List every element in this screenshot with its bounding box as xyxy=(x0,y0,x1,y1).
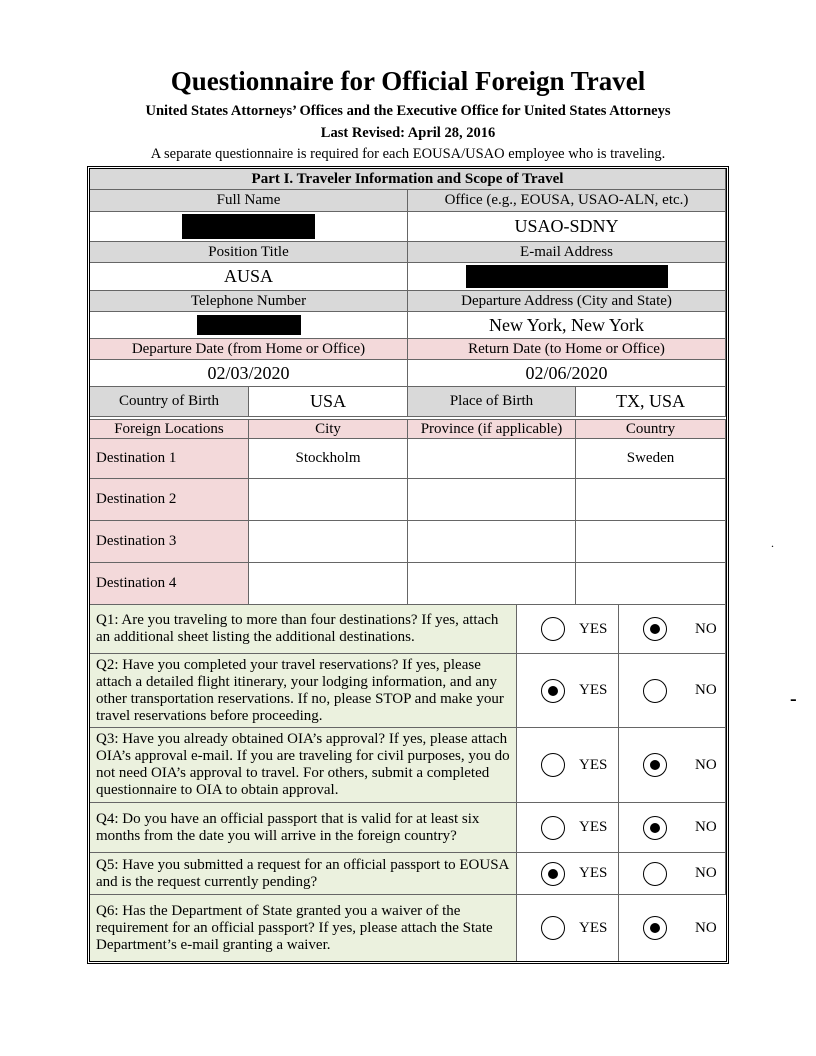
question-1: Q1: Are you traveling to more than four destinations? If yes, attach an additional sheet listing the additional destinations. xyxy=(90,605,517,654)
q1-yes-option[interactable] xyxy=(517,605,619,654)
destination-4-province[interactable] xyxy=(408,563,576,605)
email-field[interactable] xyxy=(408,263,726,291)
redaction-bar xyxy=(182,214,315,239)
redaction-bar xyxy=(197,315,301,335)
radio-selected-icon[interactable] xyxy=(643,753,667,777)
q1-no-option[interactable] xyxy=(619,605,726,654)
no-label: NO xyxy=(695,682,717,698)
destination-3-province[interactable] xyxy=(408,521,576,563)
destination-2-province[interactable] xyxy=(408,479,576,521)
radio-selected-icon[interactable] xyxy=(643,617,667,641)
q6-no-option[interactable] xyxy=(619,895,726,961)
page-subtitle: United States Attorneys’ Offices and the Executive Office for United States Attorneys xyxy=(145,103,671,119)
yes-label: YES xyxy=(579,756,608,773)
destination-1-label: Destination 1 xyxy=(90,439,249,479)
radio-selected-icon[interactable] xyxy=(643,916,667,940)
question-6: Q6: Has the Department of State granted you a waiver of the requirement for an official passport? If yes, please attach the State Department’s e-mail granting a waiver. xyxy=(90,895,517,961)
q2-yes-option[interactable] xyxy=(517,654,619,728)
revision-date: Last Revised: April 28, 2016 xyxy=(320,125,496,141)
question-4: Q4: Do you have an official passport that is valid for at least six months from the date you will arrive in the foreign country? xyxy=(90,803,517,853)
question-5: Q5: Have you submitted a request for an official passport to EOUSA and is the request currently pending? xyxy=(90,853,517,895)
country-of-birth-field[interactable]: USA xyxy=(249,387,408,417)
departure-address-label: Departure Address (City and State) xyxy=(408,291,726,312)
locations-header-country: Country xyxy=(576,419,726,439)
destination-2-country[interactable] xyxy=(576,479,726,521)
office-label: Office (e.g., EOUSA, USAO-ALN, etc.) xyxy=(408,190,726,212)
destination-3-city[interactable] xyxy=(249,521,408,563)
q5-yes-option[interactable] xyxy=(517,853,619,895)
q4-no-option[interactable] xyxy=(619,803,726,853)
no-label: NO xyxy=(695,620,717,637)
radio-unselected-icon[interactable] xyxy=(541,916,565,940)
q4-yes-option[interactable] xyxy=(517,803,619,853)
phone-field[interactable] xyxy=(90,312,408,339)
part1-heading: Part I. Traveler Information and Scope of Travel xyxy=(90,169,726,190)
q3-no-option[interactable] xyxy=(619,728,726,803)
destination-1-country[interactable]: Sweden xyxy=(576,439,726,479)
redaction-bar xyxy=(466,265,668,288)
full-name-field[interactable] xyxy=(90,212,408,242)
destination-2-label: Destination 2 xyxy=(90,479,249,521)
email-label: E-mail Address xyxy=(408,242,726,263)
position-field[interactable]: AUSA xyxy=(90,263,408,291)
yes-label: YES xyxy=(579,865,608,881)
q2-no-option[interactable] xyxy=(619,654,726,728)
destination-2-city[interactable] xyxy=(249,479,408,521)
return-date-field[interactable]: 02/06/2020 xyxy=(408,360,726,387)
question-2: Q2: Have you completed your travel reservations? If yes, please attach a detailed flight itinerary, your lodging information, and any other transportation reservations. If no, please STOP and make your travel reservations before proceeding. xyxy=(90,654,517,728)
radio-unselected-icon[interactable] xyxy=(541,753,565,777)
yes-label: YES xyxy=(579,682,608,698)
no-label: NO xyxy=(695,756,717,773)
locations-header-foreign: Foreign Locations xyxy=(90,419,249,439)
no-label: NO xyxy=(695,919,717,936)
question-3: Q3: Have you already obtained OIA’s approval? If yes, please attach OIA’s approval e-mail. If you are traveling for civil purposes, you do not need OIA’s approval to travel. For others, submit a completed questionnaire to OIA to obtain approval. xyxy=(90,728,517,803)
destination-1-province[interactable] xyxy=(408,439,576,479)
yes-label: YES xyxy=(579,620,608,637)
position-label: Position Title xyxy=(90,242,408,263)
radio-unselected-icon[interactable] xyxy=(541,816,565,840)
destination-4-label: Destination 4 xyxy=(90,563,249,605)
margin-dash: - xyxy=(790,688,797,710)
instructions-note: A separate questionnaire is required for each EOUSA/USAO employee who is traveling. xyxy=(150,146,666,162)
departure-date-field[interactable]: 02/03/2020 xyxy=(90,360,408,387)
return-date-label: Return Date (to Home or Office) xyxy=(408,339,726,360)
full-name-label: Full Name xyxy=(90,190,408,212)
radio-unselected-icon[interactable] xyxy=(643,679,667,703)
page-title: Questionnaire for Official Foreign Travel xyxy=(170,66,646,96)
place-of-birth-label: Place of Birth xyxy=(408,387,576,417)
q5-no-option[interactable] xyxy=(619,853,726,895)
country-of-birth-label: Country of Birth xyxy=(90,387,249,417)
radio-selected-icon[interactable] xyxy=(541,862,565,886)
no-label: NO xyxy=(695,865,717,881)
office-field[interactable]: USAO-SDNY xyxy=(408,212,726,242)
locations-header-province: Province (if applicable) xyxy=(408,419,576,439)
radio-unselected-icon[interactable] xyxy=(643,862,667,886)
destination-1-city[interactable]: Stockholm xyxy=(249,439,408,479)
q3-yes-option[interactable] xyxy=(517,728,619,803)
radio-selected-icon[interactable] xyxy=(643,816,667,840)
radio-selected-icon[interactable] xyxy=(541,679,565,703)
locations-header-city: City xyxy=(249,419,408,439)
yes-label: YES xyxy=(579,819,608,835)
radio-unselected-icon[interactable] xyxy=(541,617,565,641)
destination-3-label: Destination 3 xyxy=(90,521,249,563)
margin-dot: . xyxy=(771,536,774,550)
phone-label: Telephone Number xyxy=(90,291,408,312)
destination-4-city[interactable] xyxy=(249,563,408,605)
place-of-birth-field[interactable]: TX, USA xyxy=(576,387,726,417)
no-label: NO xyxy=(695,819,717,835)
departure-address-field[interactable]: New York, New York xyxy=(408,312,726,339)
destination-3-country[interactable] xyxy=(576,521,726,563)
yes-label: YES xyxy=(579,919,608,936)
questionnaire-form xyxy=(87,166,729,964)
departure-date-label: Departure Date (from Home or Office) xyxy=(90,339,408,360)
destination-4-country[interactable] xyxy=(576,563,726,605)
q6-yes-option[interactable] xyxy=(517,895,619,961)
